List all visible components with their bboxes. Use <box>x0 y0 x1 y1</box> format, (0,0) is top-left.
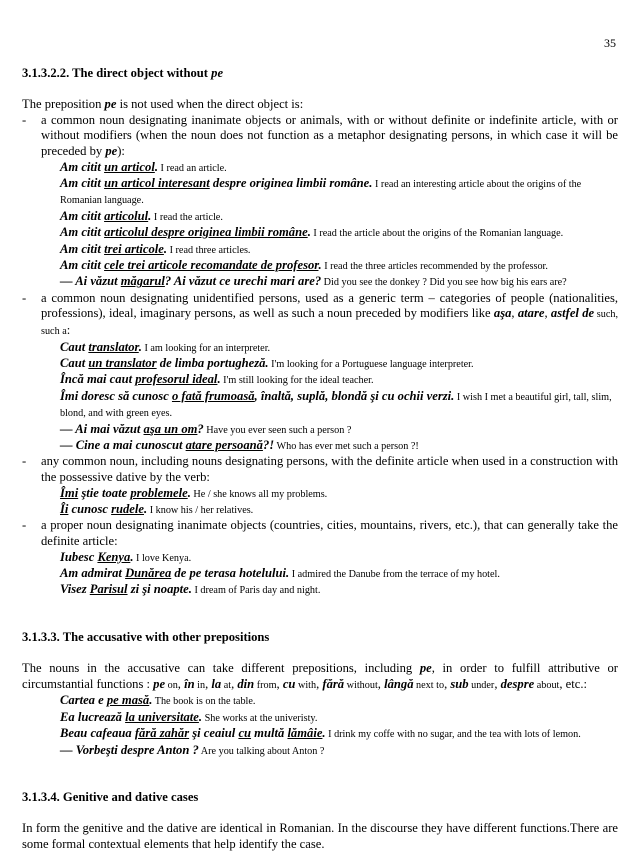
example-text: Caut <box>60 339 89 354</box>
example-text: Iubesc <box>60 549 98 564</box>
romanian-example <box>60 550 133 564</box>
paragraph-text: The nouns in the accusative can take different prepositions, including <box>22 661 420 676</box>
romanian-example <box>60 356 269 370</box>
section-heading-3-1-3-2-2: 3.1.3.2.2. The direct object without pe <box>22 66 224 80</box>
romanian-example <box>60 176 372 190</box>
example-text: Caut <box>60 356 89 370</box>
list-item-4: - a proper noun designating inanimate objects (countries, cities, mountains, rivers, etc.), that can generally take the definite article: <box>22 518 618 549</box>
example-text: , înaltă, suplă, blondă şi cu ochii verzi. <box>254 388 455 403</box>
underlined-term: Dunărea <box>125 566 172 581</box>
underlined-term: aşa un om <box>143 421 198 436</box>
underlined-term: Îmi <box>60 485 79 500</box>
section-heading-3-1-3-3: 3.1.3.3. The accusative with other prepositions <box>22 630 270 645</box>
example-line <box>22 176 618 209</box>
preposition-gloss: from <box>254 679 277 691</box>
page-number: 35 <box>604 36 616 50</box>
underlined-term: articolul <box>104 208 149 223</box>
underlined-term: lămâie <box>287 726 323 741</box>
example-text: . <box>217 372 221 387</box>
romanian-example <box>60 726 326 740</box>
romanian-example <box>60 693 152 707</box>
english-translation: I read an interesting article about the origins of the Romanian language. <box>60 178 582 207</box>
underlined-term: la universitate <box>125 709 199 724</box>
example-line <box>22 693 618 709</box>
example-text: cunosc <box>68 502 112 517</box>
english-translation: Did you see the donkey ? Did you see how big his ears are? <box>321 277 567 289</box>
underlined-term: Îi <box>60 502 69 517</box>
preposition: lângă <box>384 676 414 691</box>
preposition-gloss: at <box>221 679 232 691</box>
paragraph-text: , <box>377 676 385 691</box>
example-group-2 <box>22 340 618 455</box>
example-text: Visez <box>60 582 90 597</box>
romanian-example <box>60 502 147 516</box>
preposition: cu <box>282 676 296 691</box>
example-text: Am citit <box>60 208 105 223</box>
example-line <box>22 486 618 502</box>
preposition-gloss: on <box>165 679 178 691</box>
romanian-example <box>60 160 158 174</box>
example-line <box>22 340 618 356</box>
preposition-gloss: about <box>534 679 560 691</box>
underlined-term: un translator <box>88 356 157 370</box>
example-line <box>22 422 618 438</box>
paragraph-text: , <box>494 676 501 691</box>
romanian-example <box>60 743 199 757</box>
english-translation: I read the article about the origins of the Romanian language. <box>310 228 564 240</box>
intro-paragraph: The preposition pe is not used when the direct object is: <box>22 97 304 112</box>
example-text: Cartea e <box>60 693 107 708</box>
preposition-gloss: with <box>295 679 317 691</box>
example-text: . <box>187 485 191 500</box>
example-text: ? Ai văzut ce urechi mari are? <box>164 274 322 289</box>
example-text: de pe terasa hotelului. <box>171 566 290 581</box>
underlined-term: fără zahăr <box>134 726 190 741</box>
example-line <box>22 550 618 566</box>
example-text: Am admirat <box>60 566 126 581</box>
example-text: şi ceaiul <box>189 726 239 741</box>
english-translation: Have you ever seen such a person ? <box>203 424 352 436</box>
underlined-term: translator <box>88 339 139 354</box>
example-text: — Ai văzut <box>60 274 121 289</box>
english-translation: I read an article. <box>157 162 227 174</box>
example-text: . <box>143 502 148 517</box>
underlined-term: un articol interesant <box>104 175 210 190</box>
underlined-term: un articol <box>104 159 155 174</box>
underlined-term: măgarul <box>120 274 165 289</box>
paragraph-text: , <box>316 676 323 691</box>
example-line <box>22 372 618 388</box>
english-translation: I read the article. <box>151 211 223 223</box>
example-text: — Cine a mai cunoscut <box>60 438 186 453</box>
example-line <box>22 356 618 372</box>
english-translation: I'm looking for a Portuguese language interpreter. <box>268 359 474 370</box>
english-translation: I know his / her relatives. <box>147 505 254 517</box>
paragraph-text: , <box>205 676 212 691</box>
paragraph-text: , <box>177 676 185 691</box>
example-group-4 <box>22 550 618 599</box>
english-translation: The book is on the table. <box>152 696 256 708</box>
example-text: . <box>148 208 152 223</box>
example-text: Am citit <box>60 159 105 174</box>
preposition: sub <box>450 676 469 691</box>
preposition-gloss: without <box>344 679 378 691</box>
romanian-example <box>60 372 221 386</box>
preposition: în <box>184 676 195 691</box>
example-text: . <box>322 726 326 741</box>
english-translation: I drink my coffe with no sugar, and the tea with lots of lemon. <box>325 729 581 741</box>
paragraph-text: , etc.: <box>559 676 587 691</box>
example-line <box>22 389 618 422</box>
example-text: ? <box>197 421 204 436</box>
example-line <box>22 743 618 759</box>
section-heading-3-1-3-4: 3.1.3.4. Genitive and dative cases <box>22 790 199 805</box>
preposition-gloss: in <box>194 679 206 691</box>
example-text: Beau cafeaua <box>60 726 135 741</box>
example-line <box>22 582 618 598</box>
paragraph-text: , <box>276 676 283 691</box>
example-text: Am citit <box>60 241 105 256</box>
english-translation: I read three articles. <box>167 244 251 256</box>
list-item-3: - any common noun, including nouns designating persons, with the definite article when used in a construction with the possessive dative by the verb: <box>22 454 618 485</box>
underlined-term: pe masă <box>106 693 150 708</box>
romanian-example <box>60 710 202 724</box>
example-text: Am citit <box>60 258 105 272</box>
romanian-example <box>60 209 151 223</box>
example-group-1 <box>22 160 618 291</box>
example-text: . <box>307 225 311 240</box>
example-text: Îmi doresc să cunosc <box>60 388 172 403</box>
example-text: . <box>154 159 158 174</box>
preposition: fără <box>322 676 345 691</box>
example-text: Încă mai caut <box>60 372 136 387</box>
preposition: pe <box>153 676 166 691</box>
example-line <box>22 225 618 241</box>
romanian-example <box>60 389 454 403</box>
example-line <box>22 242 618 258</box>
underlined-term: cele trei articole recomandate de profesor <box>104 258 319 272</box>
romanian-example <box>60 242 167 256</box>
document-body <box>22 66 618 853</box>
example-text: . <box>198 709 203 724</box>
underlined-term: rudele <box>111 502 144 517</box>
paragraph-text: , <box>231 676 238 691</box>
example-text: . <box>130 549 134 564</box>
romanian-example <box>60 340 142 354</box>
paragraph-text: , <box>444 676 451 691</box>
romanian-example <box>60 258 322 272</box>
example-text: multă <box>251 726 288 741</box>
example-line <box>22 160 618 176</box>
romanian-example <box>60 274 321 288</box>
underlined-term: o fată frumoasă <box>171 388 255 403</box>
underlined-term: Parisul <box>89 582 128 597</box>
example-text: despre originea limbii române. <box>209 175 373 190</box>
english-translation: I read the three articles recommended by the professor. <box>321 261 548 272</box>
romanian-example <box>60 225 311 239</box>
example-text: . <box>149 693 153 708</box>
underlined-term: profesorul ideal <box>135 372 218 387</box>
example-text: . <box>163 241 168 256</box>
romanian-example <box>60 566 289 580</box>
english-translation: I'm still looking for the ideal teacher. <box>220 375 374 387</box>
example-text: — Ai mai văzut <box>60 421 144 436</box>
paragraph-text: , in order to fulfill attributive or circumstantial functions : <box>22 661 618 691</box>
english-translation: Are you talking about Anton ? <box>198 745 325 757</box>
example-line <box>22 274 618 290</box>
example-text: Am citit <box>60 225 105 240</box>
romanian-example <box>60 438 274 452</box>
example-text: — Vorbeşti despre Anton ? <box>60 742 199 757</box>
genitive-dative-paragraph: In form the genitive and the dative are identical in Romanian. In the discourse they have different functions.There are some formal contextual elements that help identify the case. <box>22 821 618 851</box>
underlined-term: Kenya <box>97 549 131 564</box>
preposition: din <box>237 676 255 691</box>
example-text: zi şi noapte. <box>127 582 192 597</box>
english-translation: I wish I met a beautiful girl, tall, slim, blond, and with green eyes. <box>60 391 612 420</box>
underlined-term: articolul despre originea limbii române <box>104 225 308 240</box>
example-text: Am citit <box>60 175 105 190</box>
list-item-1: - a common noun designating inanimate objects or animals, with or without definite or indefinite article, with or without modifiers (when the noun does not function as a metaphor designating persons, in which case it will be preceded by pe): <box>22 112 618 158</box>
english-translation: I dream of Paris day and night. <box>191 585 321 597</box>
example-group-3 <box>22 486 618 519</box>
preposition-gloss: under <box>468 679 495 691</box>
english-translation: She works at the univeristy. <box>202 712 318 724</box>
romanian-example <box>60 582 192 596</box>
preposition: despre <box>500 676 535 691</box>
preposition-gloss: next to <box>413 679 445 691</box>
example-line <box>22 209 618 225</box>
underlined-term: cu <box>238 726 252 741</box>
english-translation: Who has ever met such a person ?! <box>274 441 419 453</box>
underlined-term: atare persoană <box>185 438 263 453</box>
preposition: pe <box>419 661 432 676</box>
example-text: . <box>318 258 322 272</box>
romanian-example <box>60 422 204 436</box>
underlined-term: trei articole <box>104 241 164 256</box>
example-line <box>22 258 618 274</box>
english-translation: I love Kenya. <box>133 552 192 564</box>
romanian-example <box>60 486 191 500</box>
english-translation: I admired the Danube from the terrace of my hotel. <box>289 569 500 581</box>
underlined-term: problemele <box>130 485 188 500</box>
example-line <box>22 710 618 726</box>
example-text: . <box>138 339 142 354</box>
english-translation: He / she knows all my problems. <box>190 488 328 500</box>
example-text: Ea lucrează <box>60 709 126 724</box>
example-line <box>22 438 618 454</box>
preposition: la <box>211 676 222 691</box>
list-item-2: - a common noun designating unidentified persons, used as a generic term – categories of people (nationalities, professions), ideal, imaginary persons, as well as such a noun preceded by modifiers like aşa, atare, astfel de such, such a: <box>22 290 619 337</box>
example-line <box>22 502 618 518</box>
example-text: de limba portugheză. <box>156 356 269 370</box>
accusative-paragraph <box>22 661 618 693</box>
example-text: ?! <box>262 438 275 453</box>
example-line <box>22 726 618 742</box>
english-translation: I am looking for an interpreter. <box>141 342 271 354</box>
example-text: ştie toate <box>78 485 131 500</box>
example-group-5 <box>22 693 618 759</box>
example-line <box>22 566 618 582</box>
